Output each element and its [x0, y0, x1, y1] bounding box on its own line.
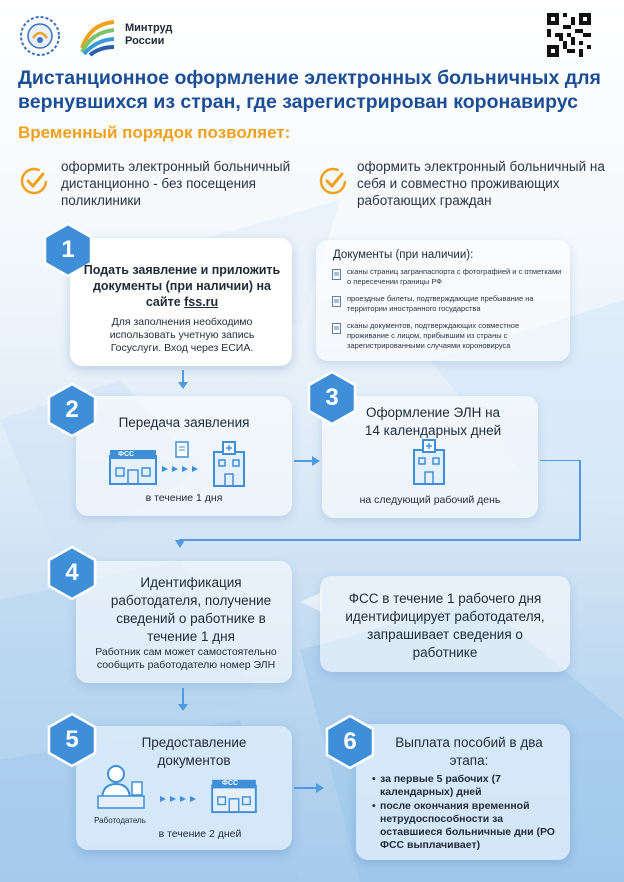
step-2-title: Передача заявления [118, 415, 250, 430]
check-icon [318, 166, 348, 196]
step-4-note: Работник сам может самостоятельно сообщить работодателю номер ЭЛН [95, 646, 277, 671]
step-1-badge: 1 [42, 222, 94, 278]
step-6-badge: 6 [324, 714, 376, 770]
step-5-time: в течение 2 дней [158, 828, 242, 840]
list-item: • за первые 5 рабочих (7 календарных) дней [372, 773, 557, 799]
payment-stages-list [372, 773, 557, 853]
arrow-down-icon [177, 370, 189, 390]
fss-label: ФСС [222, 780, 239, 787]
documents-title: Документы (при наличии): [333, 249, 474, 261]
step-4-title: Идентификация работодателя, получение сведений о работнике в течение 1 дня [110, 575, 272, 644]
option-remote: оформить электронный больничный дистанционно - без посещения поликлиники [61, 159, 291, 208]
page-title: Дистанционное оформление электронных больничных для вернувшихся из стран, где зарегистрирован коронавирус [18, 67, 601, 113]
document-icon [332, 323, 341, 334]
ministry-name: Минтруд России [125, 22, 173, 47]
document-icon [332, 269, 341, 280]
fss-label: ФСС [118, 451, 135, 458]
check-icon [19, 166, 49, 196]
step-1-title: Подать заявление и приложить документы (при наличии) на сайте fss.ru [83, 263, 281, 309]
employer-label: Работодатель [94, 816, 146, 825]
step-2-badge: 2 [46, 382, 98, 438]
connector-arrow-icon [170, 460, 590, 550]
step-1-note: Для заполнения необходимо использовать учетную запись Госуслуги. Вход через ЕСИА. [109, 316, 255, 354]
step-2-time: в течение 1 дня [145, 492, 223, 504]
step-4-info-text: ФСС в течение 1 рабочего дня идентифицирует работодателя, запрашивает сведения о работнике [345, 591, 545, 660]
step-3-time: на следующий рабочий день [359, 494, 501, 506]
document-item: проездные билеты, подтверждающие пребывание на территории иностранного государства [332, 294, 562, 314]
step-4-badge: 4 [46, 545, 98, 601]
document-item: сканы страниц загранпаспорта с фотографией и с отметками о пересечении границы РФ [332, 267, 562, 287]
fss-emblem-icon [18, 14, 62, 58]
bubble-pointer [300, 592, 322, 612]
mintrud-logo-icon [76, 14, 120, 58]
document-item: сканы документов, подтверждающих совместное проживание с лицом, прибывшим из страны с зарегистрированными случаями короновируса [332, 321, 562, 351]
step-5-badge: 5 [46, 712, 98, 768]
subtitle: Временный порядок позволяет: [18, 123, 291, 142]
fss-link[interactable]: fss.ru [184, 295, 219, 309]
arrow-down-icon [177, 688, 189, 712]
qr-code-icon[interactable] [547, 13, 591, 57]
step-3-title: Оформление ЭЛН на 14 календарных дней [364, 405, 502, 438]
arrow-right-icon [294, 782, 326, 794]
step-3-badge: 3 [306, 370, 358, 426]
option-family: оформить электронный больничный на себя и совместно проживающих работающих граждан [357, 159, 605, 208]
step-6-title: Выплата пособий в два этапа: [395, 735, 543, 768]
ticket-icon [332, 296, 341, 307]
employer-person-icon [92, 764, 148, 812]
list-item: • после окончания временной нетрудоспособности за оставшиеся больничные дни (РО ФСС выплачивает) [372, 800, 557, 852]
transfer-arrows-icon [160, 794, 200, 804]
step-5-title: Предоставление документов [141, 735, 247, 768]
